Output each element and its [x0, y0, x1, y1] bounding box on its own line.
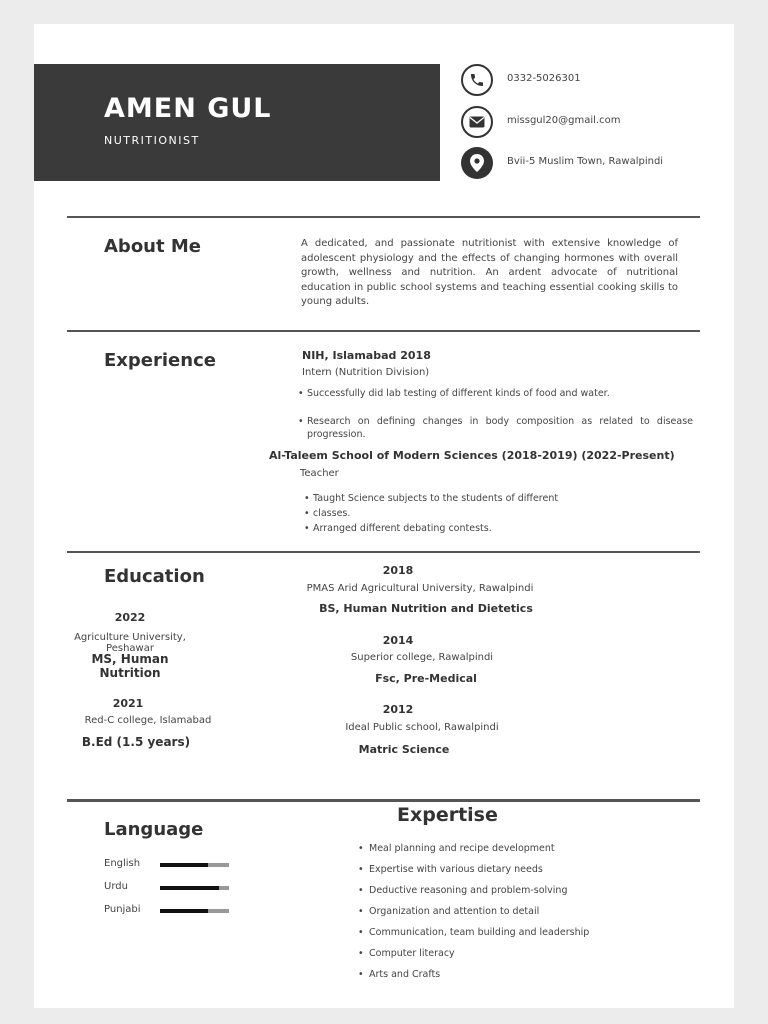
job1-bullet: • Successfully did lab testing of different kinds of food and water. — [307, 387, 697, 400]
edu-degree: MS, Human Nutrition — [91, 652, 169, 680]
job1-org: NIH, Islamabad 2018 — [302, 349, 431, 362]
edu-degree: BS, Human Nutrition and Dietetics — [319, 602, 533, 615]
job2-bullet: • classes. — [313, 507, 350, 520]
language-label: Punjabi — [104, 904, 141, 915]
edu-year: 2014 — [382, 634, 414, 647]
job2-bullet: • Taught Science subjects to the students of different — [313, 492, 558, 505]
language-label: English — [104, 858, 141, 869]
divider — [67, 799, 700, 802]
expertise-item: • Meal planning and recipe development — [369, 843, 555, 854]
expertise-heading: Expertise — [397, 804, 498, 826]
job2-org: Al-Taleem School of Modern Sciences (2018-2019) (2022-Present) — [269, 449, 675, 462]
edu-year: 2018 — [382, 564, 414, 577]
divider — [67, 216, 700, 218]
education-heading: Education — [104, 566, 205, 587]
edu-degree: B.Ed (1.5 years) — [81, 735, 191, 749]
job2-bullet: • Arranged different debating contests. — [313, 522, 492, 535]
job1-role: Intern (Nutrition Division) — [302, 367, 430, 378]
expertise-item: • Arts and Crafts — [369, 969, 440, 980]
job1-bullet: • Research on defining changes in body composition as related to disease progression. — [307, 415, 693, 441]
language-bar — [160, 863, 229, 867]
about-heading: About Me — [104, 236, 201, 257]
divider — [67, 551, 700, 553]
email-address: missgul20@gmail.com — [507, 115, 621, 126]
edu-year: 2012 — [382, 703, 414, 716]
address: Bvii-5 Muslim Town, Rawalpindi — [507, 156, 664, 167]
language-bar — [160, 909, 229, 913]
location-icon — [461, 147, 493, 179]
language-label: Urdu — [104, 881, 128, 892]
expertise-item: • Communication, team building and leadership — [369, 927, 589, 938]
language-bar-fill — [160, 863, 208, 867]
candidate-title: NUTRITIONIST — [104, 134, 200, 147]
expertise-item: • Deductive reasoning and problem-solving — [369, 885, 567, 896]
expertise-item: • Computer literacy — [369, 948, 455, 959]
about-text: A dedicated, and passionate nutritionist with extensive knowledge of adolescent physiology and the effects of changing hormones with overall growth, wellness and nutrition. An ardent advocate of nutritional education in public school systems and teaching essential cooking skills to young adults. — [301, 238, 678, 307]
phone-number: 0332-5026301 — [507, 73, 581, 84]
experience-heading: Experience — [104, 350, 216, 371]
edu-degree: Fsc, Pre-Medical — [375, 672, 477, 685]
divider — [67, 330, 700, 332]
edu-school: PMAS Arid Agricultural University, Rawalpindi — [306, 583, 534, 594]
expertise-item: • Organization and attention to detail — [369, 906, 539, 917]
edu-year: 2021 — [112, 697, 144, 710]
language-bar-fill — [160, 886, 219, 890]
language-bar-fill — [160, 909, 208, 913]
email-icon — [461, 106, 493, 138]
job2-role: Teacher — [300, 468, 339, 479]
expertise-item: • Expertise with various dietary needs — [369, 864, 543, 875]
phone-icon — [461, 64, 493, 96]
edu-school: Ideal Public school, Rawalpindi — [345, 722, 499, 733]
language-heading: Language — [104, 819, 204, 840]
edu-school: Superior college, Rawalpindi — [350, 652, 494, 663]
candidate-name: AMEN GUL — [104, 93, 272, 124]
edu-degree: Matric Science — [358, 743, 450, 756]
edu-school: Agriculture University, Peshawar — [74, 632, 186, 654]
language-bar — [160, 886, 229, 890]
edu-school: Red-C college, Islamabad — [84, 715, 212, 726]
edu-year: 2022 — [114, 611, 146, 624]
